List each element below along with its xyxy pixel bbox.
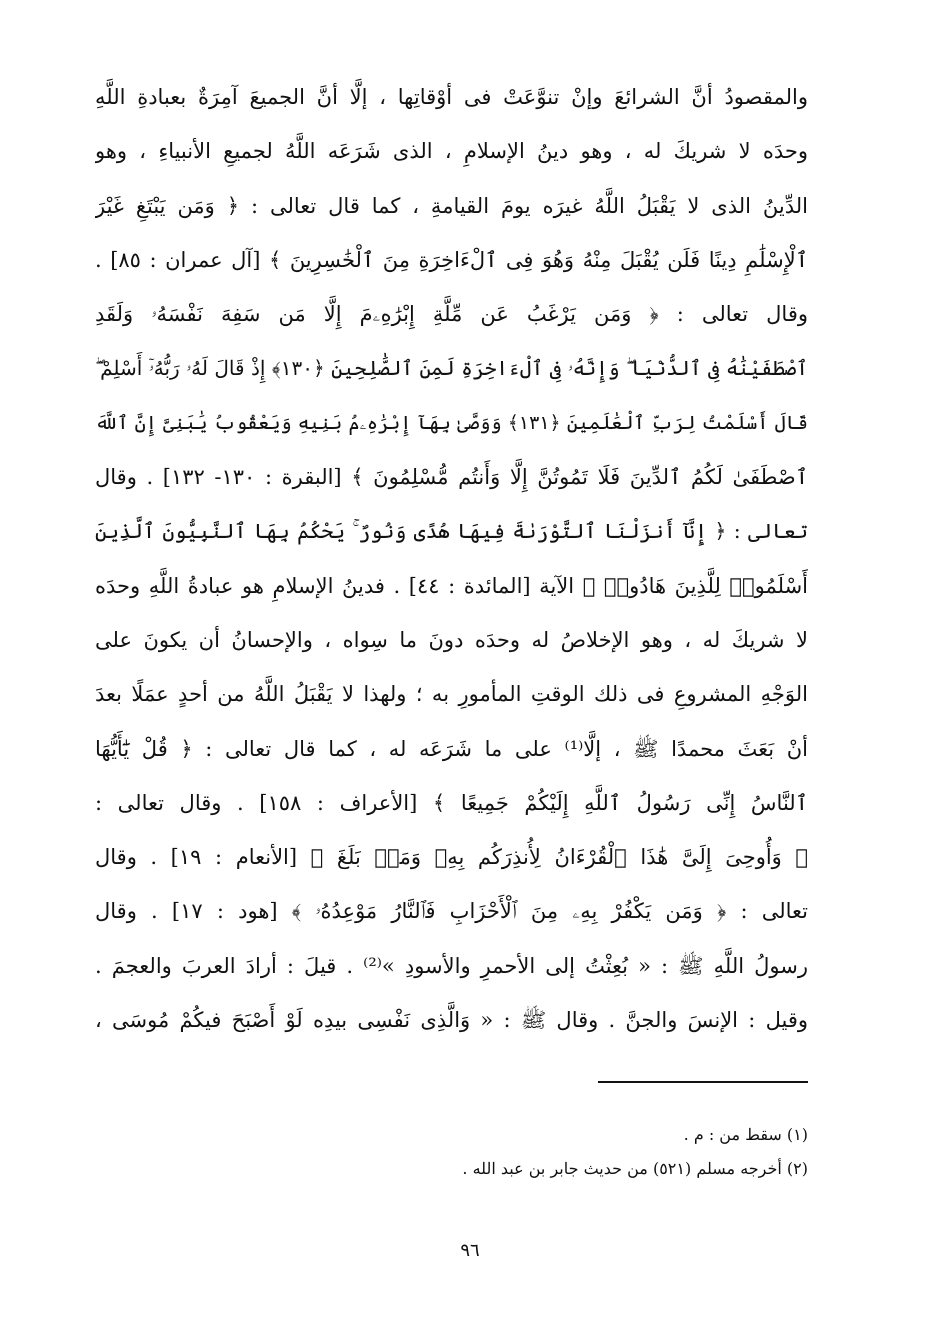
- text-line: ﴿ وَأُوحِىَ إِلَىَّ هَٰذَا ٱلْقُرْءَانُ لِأُنذِرَكُم بِهِۦ وَمَنۢ بَلَغَ ﴾ [الأنعام : ١٩] . وقال: [95, 845, 808, 870]
- text-line: الوَجْهِ المشروعِ فى ذلك الوقتِ المأمورِ به ؛ ولهذا لا يَقْبَلُ اللَّهُ من أحدٍ عمَلًا بعدَ: [95, 682, 808, 707]
- text-line: رسولُ اللَّهِ ﷺ : « بُعِثْتُ إلى الأحمرِ والأسودِ »⁽²⁾ . قيلَ : أرادَ العربَ والعجمَ .: [95, 953, 808, 978]
- text-line: ٱلْإِسْلَٰمِ دِينًا فَلَن يُقْبَلَ مِنْهُ وَهُوَ فِى ٱلْءَاخِرَةِ مِنَ ٱلْخَٰسِرِينَ ﴾ [آل عمران : ٨٥] .: [95, 247, 808, 272]
- text-line: ٱصْطَفَيْنَٰهُ فِى ٱلدُّنْيَا ۖ وَإِنَّهُۥ فِى ٱلْءَاخِرَةِ لَمِنَ ٱلصَّٰلِحِينَ ﴿١٣٠﴾ إِذْ قَالَ لَهُۥ رَبُّهُۥٓ أَسْلِمْ ۖ: [95, 356, 808, 381]
- text-line: أنْ بَعَثَ محمدًا ﷺ ، إلَّا⁽¹⁾ على ما شَرَعَه له ، كما قال تعالى : ﴿ قُلْ يَٰٓأَيُّهَا: [95, 736, 808, 761]
- text-line: قَالَ أَسْلَمْتُ لِرَبِّ ٱلْعَٰلَمِينَ ﴿١٣١﴾ وَوَصَّىٰ بِهَآ إِبْرَٰهِۦمُ بَنِيهِ وَيَعْقُوبُ يَٰبَنِىَّ إِنَّ ٱللَّهَ: [95, 411, 808, 434]
- text-line: ٱصْطَفَىٰ لَكُمُ ٱلدِّينَ فَلَا تَمُوتُنَّ إِلَّا وَأَنتُم مُّسْلِمُونَ ﴾ [البقرة : ١٣٠- ١٣٢] . وقال: [95, 465, 808, 490]
- text-line: الدِّينُ الذى لا يَقْبَلُ اللَّهُ غيرَه يومَ القيامةِ ، كما قال تعالى : ﴿ وَمَن يَبْتَغِ غَيْرَ: [95, 193, 808, 218]
- text-line: وقيل : الإنسَ والجنَّ . وقال ﷺ : « وَالَّذِى نَفْسِى بيدِه لَوْ أَصْبَحَ فيكُمْ مُوسَى ،: [95, 1008, 808, 1033]
- text-line: أَسْلَمُوا۟ لِلَّذِينَ هَادُوا۟ ﴾ الآية [المائدة : ٤٤] . فدينُ الإسلامِ هو عبادةُ اللَّهِ وحدَه: [95, 573, 808, 598]
- text-line: وقال تعالى : ﴿ وَمَن يَرْغَبُ عَن مِّلَّةِ إِبْرَٰهِۦمَ إِلَّا مَن سَفِهَ نَفْسَهُۥ وَلَقَدِ: [95, 302, 808, 327]
- text-line: لا شريكَ له ، وهو الإخلاصُ له وحدَه دونَ ما سِواه ، والإحسانُ أن يكونَ على: [95, 627, 808, 652]
- text-line: تعالى : ﴿ وَمَن يَكْفُرْ بِهِۦ مِنَ ٱلْأَحْزَابِ فَٱلنَّارُ مَوْعِدُهُۥ ﴾ [هود : ١٧] . وقال: [95, 899, 808, 924]
- text-line: ٱلنَّاسُ إِنِّى رَسُولُ ٱللَّهِ إِلَيْكُمْ جَمِيعًا ﴾ [الأعراف : ١٥٨] . وقال تعالى :: [95, 790, 808, 815]
- text-line: والمقصودُ أنَّ الشرائعَ وإنْ تنوَّعَتْ فى أوْقاتِها ، إلَّا أنَّ الجميعَ آمِرَةٌ بعبادةِ اللَّهِ: [95, 85, 808, 109]
- footnotes: [95, 1118, 808, 1186]
- text-line: تعالى : ﴿ إِنَّآ أَنزَلْنَا ٱلتَّوْرَىٰةَ فِيهَا هُدًى وَنُورٌ ۚ يَحْكُمُ بِهَا ٱلنَّبِيُّونَ ٱلَّذِينَ: [95, 519, 808, 544]
- main-text-block: [95, 70, 808, 1047]
- page-number: ٩٦: [460, 1240, 480, 1261]
- text-line: وحدَه لا شريكَ له ، وهو دينُ الإسلامِ ، الذى شَرَعَه اللَّهُ لجميعِ الأنبياءِ ، وهو: [95, 139, 808, 164]
- footnote-2: (٢) أخرجه مسلم (٥٢١) من حديث جابر بن عبد الله .: [462, 1159, 808, 1178]
- footnote-1: (١) سقط من : م .: [683, 1125, 808, 1144]
- footnote-divider: [598, 1081, 808, 1083]
